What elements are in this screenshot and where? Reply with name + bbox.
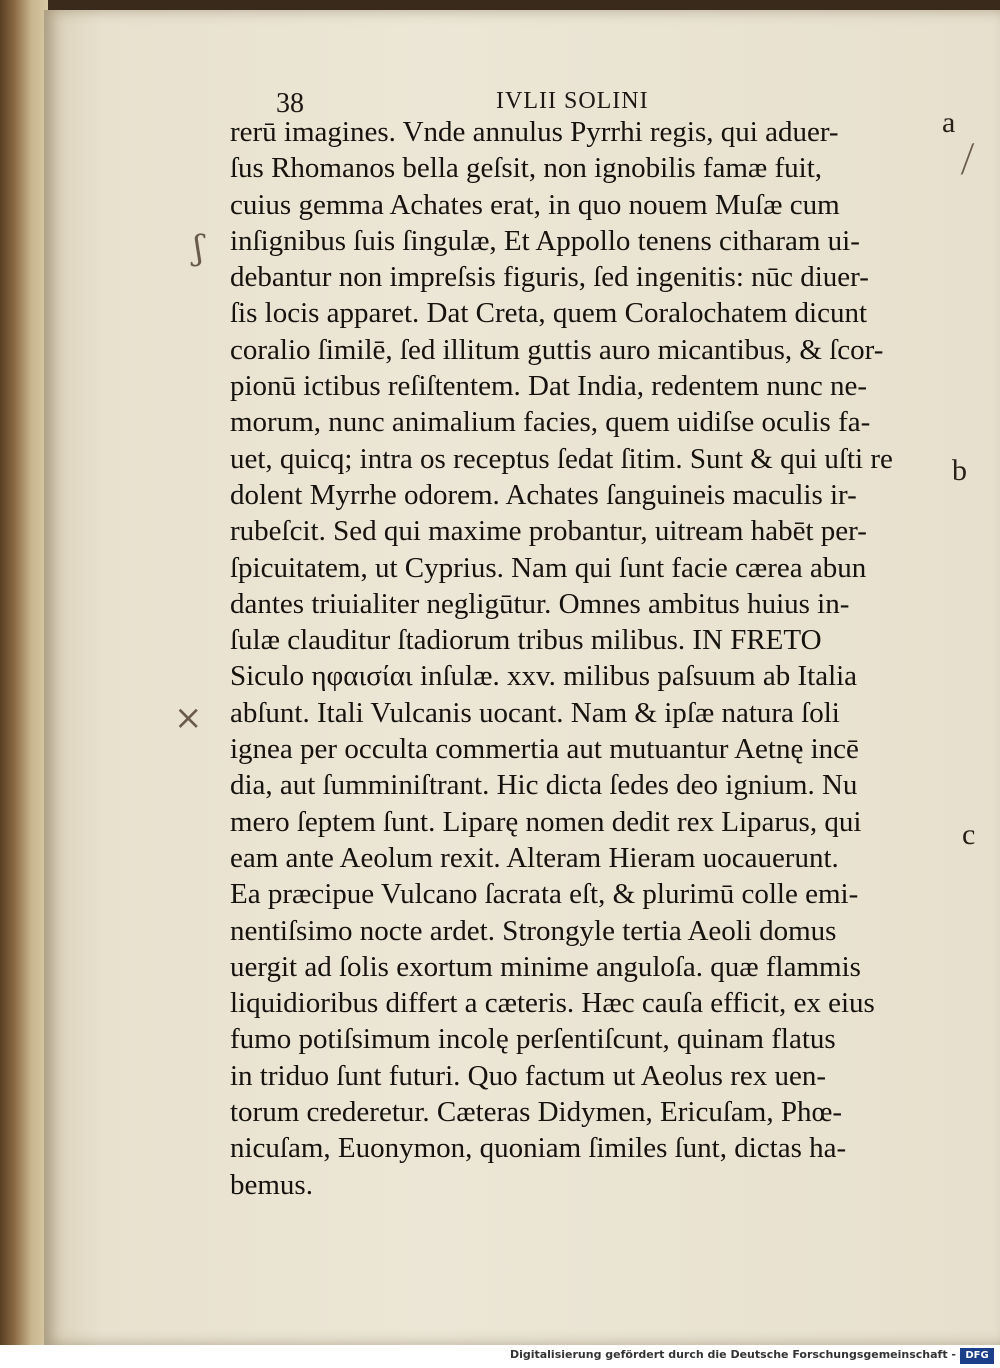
text-line: abſunt. Itali Vulcanis uocant. Nam & ipſæ natura ſoli bbox=[230, 696, 840, 729]
text-line: nentiſsimo nocte ardet. Strongyle tertia Aeoli domus bbox=[230, 914, 837, 947]
text-line: mero ſeptem ſunt. Liparę nomen dedit rex Liparus, qui bbox=[230, 805, 862, 838]
text-block bbox=[230, 114, 990, 1203]
text-line: dantes triuialiter negligūtur. Omnes ambitus huius in- bbox=[230, 587, 850, 620]
pencil-stroke: ⟋ bbox=[949, 137, 986, 183]
text-line: bemus. bbox=[230, 1168, 313, 1201]
pencil-mark: ʃ bbox=[194, 228, 204, 268]
text-line: rerū imagines. Vnde annulus Pyrrhi regis, qui aduer- bbox=[230, 116, 839, 148]
text-line: uet, quicq; intra os receptus ſedat ſitim. Sunt & qui uſti re bbox=[230, 442, 893, 475]
text-line: ſpicuitatem, ut Cyprius. Nam qui ſunt facie cærea abun bbox=[230, 551, 867, 584]
text-line: cuius gemma Achates erat, in quo nouem Muſæ cum bbox=[230, 188, 840, 221]
text-line: ſus Rhomanos bella geſsit, non ignobilis famæ fuit, bbox=[230, 152, 823, 185]
funding-credit: Digitalisierung gefördert durch die Deutsche Forschungsgemeinschaft - bbox=[509, 1348, 956, 1361]
marginal-letter-c: c bbox=[962, 818, 976, 851]
book-fore-edge bbox=[0, 0, 48, 1345]
text-line: inſignibus ſuis ſingulæ, Et Appollo tenens citharam ui- bbox=[230, 224, 860, 257]
text-line: debantur non impreſsis figuris, ſed ingenitis: nūc diuer- bbox=[230, 261, 869, 294]
text-line: torum crederetur. Cæteras Didymen, Ericuſam, Phœ- bbox=[230, 1096, 843, 1129]
text-line: morum, nunc animalium facies, quem uidiſse oculis fa- bbox=[230, 406, 871, 439]
dfg-logo: DFG bbox=[960, 1348, 994, 1364]
text-line: dia, aut ſumminiſtrant. Hic dicta ſedes deo ignium. Nu bbox=[230, 769, 858, 802]
text-line: Ea præcipue Vulcano ſacrata eſt, & plurimū colle emi- bbox=[230, 878, 859, 911]
text-line: ignea per occulta commertia aut mutuantur Aetnę incē bbox=[230, 733, 859, 766]
text-line: in triduo ſunt futuri. Quo factum ut Aeolus rex uen- bbox=[230, 1059, 827, 1092]
text-line: eam ante Aeolum rexit. Alteram Hieram uocauerunt. bbox=[230, 841, 839, 874]
pencil-cross-mark: ⨯ bbox=[174, 698, 203, 738]
text-line: nicuſam, Euonymon, quoniam ſimiles ſunt, dictas ha- bbox=[230, 1132, 847, 1165]
folio-number: 38 bbox=[276, 88, 304, 119]
text-line: coralio ſimilē, ſed illitum guttis auro micantibus, & ſcor- bbox=[230, 333, 884, 366]
text-line: dolent Myrrhe odorem. Achates ſanguineis maculis ir- bbox=[230, 478, 857, 511]
marginal-letter-b: b bbox=[952, 454, 967, 487]
text-line: Siculo ηφαισίαι inſulæ. xxv. milibus paſsuum ab Italia bbox=[230, 660, 858, 693]
running-title: IVLII SOLINI bbox=[496, 88, 649, 114]
text-line: uergit ad ſolis exortum minime anguloſa. quæ flammis bbox=[230, 950, 861, 983]
text-line: pionū ictibus reſiſtentem. Dat India, redentem nunc ne- bbox=[230, 370, 867, 403]
text-line: ſulæ clauditur ſtadiorum tribus milibus. IN FRETO bbox=[230, 624, 822, 657]
digitization-footer bbox=[0, 1345, 1000, 1368]
book-page bbox=[44, 10, 1000, 1345]
text-line: ſis locis apparet. Dat Creta, quem Coralochatem dicunt bbox=[230, 297, 867, 330]
text-line: rubeſcit. Sed qui maxime probantur, uitream habēt per- bbox=[230, 515, 867, 548]
text-line: liquidioribus differt a cæteris. Hæc cauſa efficit, ex eius bbox=[230, 987, 875, 1020]
marginal-letter-a: a bbox=[942, 106, 956, 139]
text-line: fumo potiſsimum incolę perſentiſcunt, quinam flatus bbox=[230, 1023, 836, 1056]
